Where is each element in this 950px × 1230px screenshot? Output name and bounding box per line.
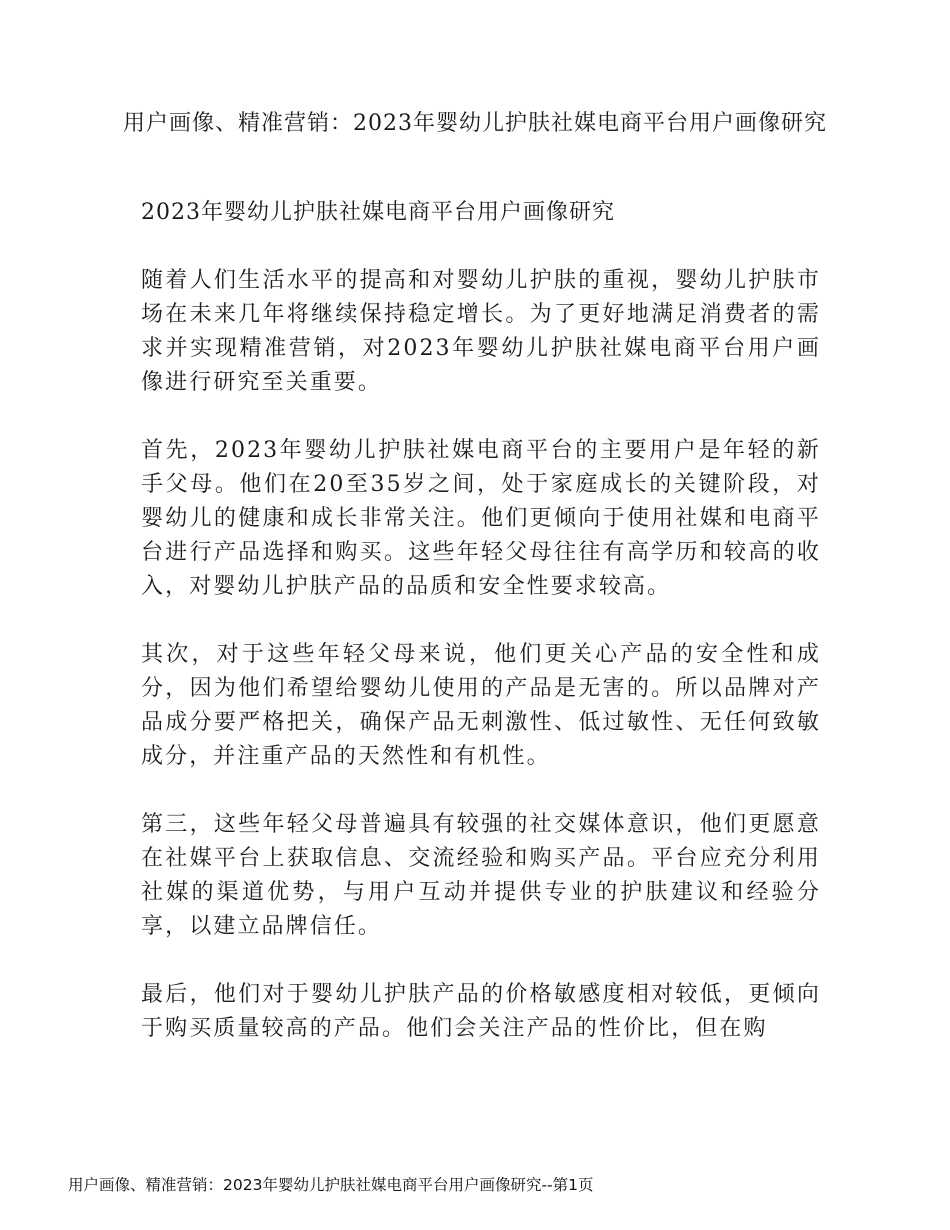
document-body: [141, 264, 821, 1080]
paragraph-third: 第三，这些年轻父母普遍具有较强的社交媒体意识，他们更愿意在社媒平台上获取信息、交流经验和购买产品。平台应充分利用社媒的渠道优势，与用户互动并提供专业的护肤建议和经验分享，以建立品牌信任。: [141, 812, 821, 939]
paragraph-second: 其次，对于这些年轻父母来说，他们更关心产品的安全性和成分，因为他们希望给婴幼儿使用的产品是无害的。所以品牌对产品成分要严格把关，确保产品无刺激性、低过敏性、无任何致敏成分，并注重产品的天然性和有机性。: [141, 642, 821, 769]
page-footer: 用户画像、精准营销：2023年婴幼儿护肤社媒电商平台用户画像研究--第1页: [68, 1176, 594, 1194]
paragraph-intro: 随着人们生活水平的提高和对婴幼儿护肤的重视，婴幼儿护肤市场在未来几年将继续保持稳定增长。为了更好地满足消费者的需求并实现精准营销，对2023年婴幼儿护肤社媒电商平台用户画像进行研究至关重要。: [141, 268, 821, 395]
page-title: 用户画像、精准营销：2023年婴幼儿护肤社媒电商平台用户画像研究: [123, 111, 827, 136]
paragraph-last: 最后，他们对于婴幼儿护肤产品的价格敏感度相对较低，更倾向于购买质量较高的产品。他们会关注产品的性价比，但在购: [141, 982, 821, 1041]
document-subtitle: 2023年婴幼儿护肤社媒电商平台用户画像研究: [141, 200, 615, 225]
paragraph-first: 首先，2023年婴幼儿护肤社媒电商平台的主要用户是年轻的新手父母。他们在20至35岁之间，处于家庭成长的关键阶段，对婴幼儿的健康和成长非常关注。他们更倾向于使用社媒和电商平台进行产品选择和购买。这些年轻父母往往有高学历和较高的收入，对婴幼儿护肤产品的品质和安全性要求较高。: [141, 438, 821, 599]
